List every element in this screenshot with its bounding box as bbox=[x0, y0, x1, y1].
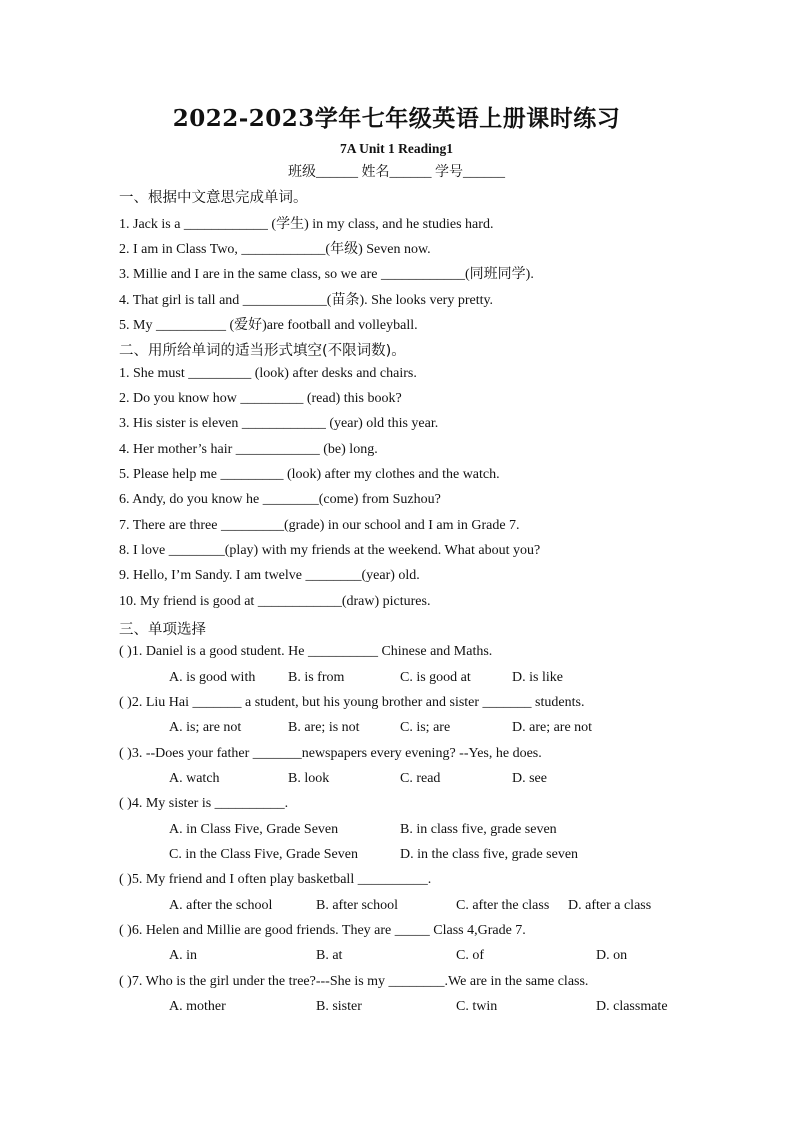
section-2-item: 1. She must _________ (look) after desks and chairs. bbox=[119, 366, 417, 381]
section-2-item: 10. My friend is good at ____________(draw) pictures. bbox=[119, 594, 431, 609]
question-option: C. after the class bbox=[456, 898, 550, 913]
question-stem: ( )2. Liu Hai _______ a student, but his young brother and sister _______ students. bbox=[119, 695, 585, 710]
section-2-item: 3. His sister is eleven ____________ (year) old this year. bbox=[119, 416, 439, 431]
question-option: C. read bbox=[400, 771, 441, 786]
question-option: A. mother bbox=[169, 999, 226, 1014]
question-stem: ( )5. My friend and I often play basketball __________. bbox=[119, 872, 432, 887]
question-option: A. in bbox=[169, 948, 197, 963]
question-option: D. is like bbox=[512, 670, 563, 685]
question-option: B. at bbox=[316, 948, 343, 963]
question-option: D. classmate bbox=[596, 999, 668, 1014]
section-1-item: 3. Millie and I are in the same class, so we are ____________(同班同学). bbox=[119, 267, 534, 282]
section-2-item: 5. Please help me _________ (look) after my clothes and the watch. bbox=[119, 467, 500, 482]
question-option: B. are; is not bbox=[288, 720, 360, 735]
section-2-item: 8. I love ________(play) with my friends at the weekend. What about you? bbox=[119, 543, 541, 558]
section-2-heading: 二、用所给单词的适当形式填空(不限词数)。 bbox=[119, 343, 406, 359]
question-option: D. in the class five, grade seven bbox=[400, 847, 579, 862]
question-option: C. twin bbox=[456, 999, 498, 1014]
section-2-item: 6. Andy, do you know he ________(come) from Suzhou? bbox=[119, 492, 441, 507]
section-2-item: 9. Hello, I’m Sandy. I am twelve ________(year) old. bbox=[119, 568, 420, 583]
question-option: D. after a class bbox=[568, 898, 652, 913]
section-1-item: 2. I am in Class Two, ____________(年级) Seven now. bbox=[119, 242, 431, 257]
question-option: D. see bbox=[512, 771, 547, 786]
question-option: A. watch bbox=[169, 771, 220, 786]
question-option: A. in Class Five, Grade Seven bbox=[169, 822, 339, 837]
section-1-item: 5. My __________ (爱好)are football and volleyball. bbox=[119, 318, 418, 333]
question-option: B. in class five, grade seven bbox=[400, 822, 557, 837]
question-option: B. look bbox=[288, 771, 330, 786]
question-option: D. on bbox=[596, 948, 628, 963]
question-option: C. is; are bbox=[400, 720, 451, 735]
question-option: B. after school bbox=[316, 898, 399, 913]
section-1-item: 1. Jack is a ____________ (学生) in my class, and he studies hard. bbox=[119, 217, 494, 232]
section-1-item: 4. That girl is tall and ____________(苗条). She looks very pretty. bbox=[119, 293, 494, 308]
page-subtitle: 7A Unit 1 Reading1 bbox=[340, 141, 453, 156]
question-option: D. are; are not bbox=[512, 720, 593, 735]
question-option: A. after the school bbox=[169, 898, 273, 913]
question-option: C. in the Class Five, Grade Seven bbox=[169, 847, 358, 862]
section-1-heading: 一、根据中文意思完成单词。 bbox=[119, 190, 308, 206]
question-option: C. is good at bbox=[400, 670, 471, 685]
section-2-item: 2. Do you know how _________ (read) this book? bbox=[119, 391, 402, 406]
student-info-line: 班级______ 姓名______ 学号______ bbox=[288, 165, 505, 180]
page-title: 2022-2023学年七年级英语上册课时练习 bbox=[172, 105, 621, 132]
question-option: B. is from bbox=[288, 670, 345, 685]
question-stem: ( )3. --Does your father _______newspapers every evening? --Yes, he does. bbox=[119, 746, 542, 761]
question-stem: ( )1. Daniel is a good student. He __________ Chinese and Maths. bbox=[119, 644, 493, 659]
question-stem: ( )7. Who is the girl under the tree?---She is my ________.We are in the same class. bbox=[119, 974, 589, 989]
question-option: A. is good with bbox=[169, 670, 256, 685]
section-2-item: 4. Her mother’s hair ____________ (be) long. bbox=[119, 442, 378, 457]
section-2-item: 7. There are three _________(grade) in our school and I am in Grade 7. bbox=[119, 518, 520, 533]
question-option: A. is; are not bbox=[169, 720, 242, 735]
question-stem: ( )6. Helen and Millie are good friends. They are _____ Class 4,Grade 7. bbox=[119, 923, 526, 938]
question-stem: ( )4. My sister is __________. bbox=[119, 796, 289, 811]
question-option: B. sister bbox=[316, 999, 362, 1014]
section-3-heading: 三、单项选择 bbox=[119, 622, 206, 638]
question-option: C. of bbox=[456, 948, 484, 963]
